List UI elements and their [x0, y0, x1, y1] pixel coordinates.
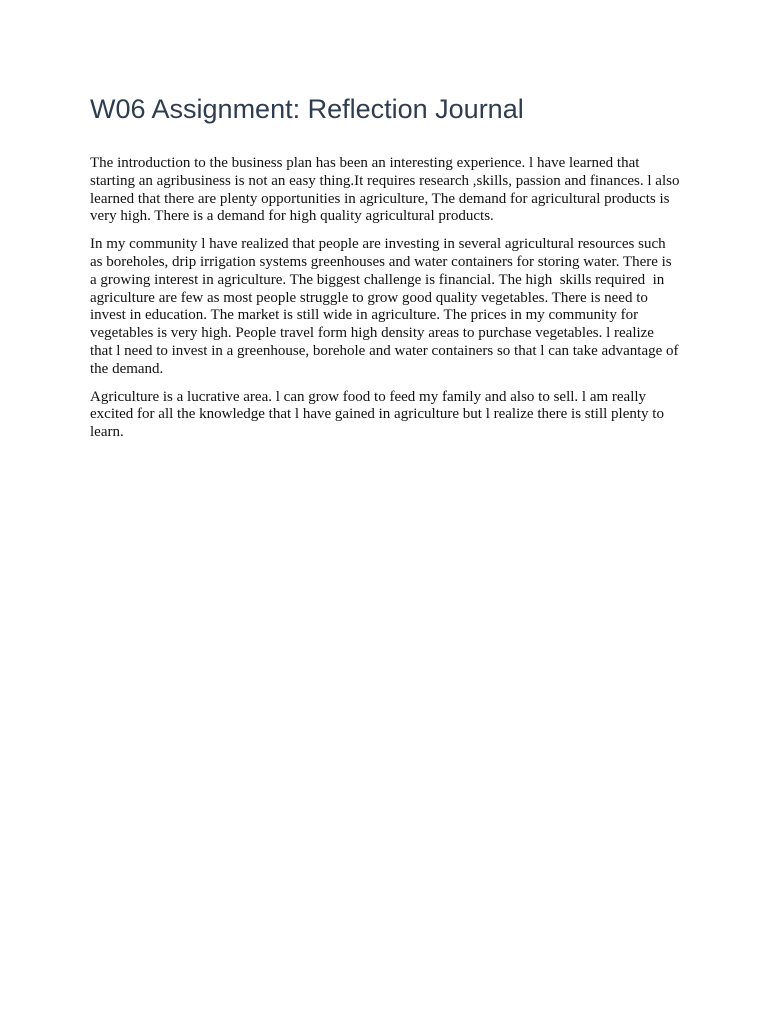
document-page	[90, 90, 684, 452]
paragraph: In my community l have realized that people are investing in several agricultural resources such as boreholes, drip irrigation systems greenhouses and water containers for storing water. There is a growing interest in agriculture. The biggest challenge is financial. The high skills required in agriculture are few as most people struggle to grow good quality vegetables. There is need to invest in education. The market is still wide in agriculture. The prices in my community for vegetables is very high. People travel form high density areas to purchase vegetables. l realize that l need to invest in a greenhouse, borehole and water containers so that l can take advantage of the demand.	[90, 236, 683, 377]
paragraph: The introduction to the business plan has been an interesting experience. l have learned that starting an agribusiness is not an easy thing.It requires research ,skills, passion and finances. l also learned that there are plenty opportunities in agriculture, The demand for agricultural products is very high. There is a demand for high quality agricultural products.	[90, 155, 684, 225]
paragraph: Agriculture is a lucrative area. l can grow food to feed my family and also to sell. l am really excited for all the knowledge that l have gained in agriculture but l realize there is still plenty to learn.	[90, 388, 668, 441]
document-body	[90, 155, 684, 442]
page-title: W06 Assignment: Reflection Journal	[90, 94, 524, 124]
